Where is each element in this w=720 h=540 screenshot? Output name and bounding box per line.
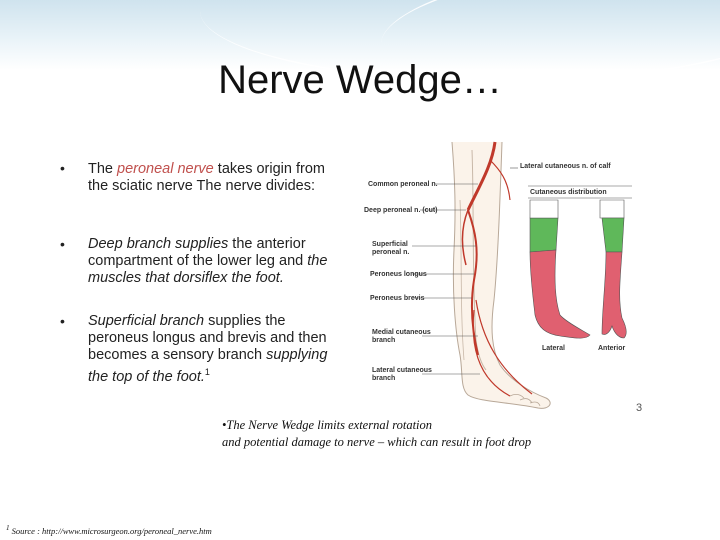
note-line-2: and potential damage to nerve – which can result in foot drop <box>222 435 532 449</box>
note-line-1: •The Nerve Wedge limits external rotation <box>222 418 433 432</box>
label-lateral-cutaneous-calf: Lateral cutaneous n. of calf <box>520 163 611 170</box>
label-common-peroneal: Common peroneal n. <box>368 181 438 188</box>
lateral-leg-distribution <box>530 200 590 338</box>
bullet-3-post: supplies the peroneus longus and brevis and then becomes a sensory branch <box>88 313 327 363</box>
bullet-3-emphasis-end: supplying the top of the foot. <box>88 347 328 385</box>
label-cutaneous-distribution: Cutaneous distribution <box>530 189 607 196</box>
footnote-ref: 1 <box>204 367 210 377</box>
bullet-marker: • <box>60 160 65 176</box>
bullet-text-1 <box>88 161 333 195</box>
label-superficial-peroneal-2: peroneal n. <box>372 249 410 256</box>
source-citation <box>6 524 212 536</box>
peroneal-nerve-illustration <box>360 140 635 415</box>
label-medial-cutaneous-1: Medial cutaneous <box>372 329 431 336</box>
label-peroneus-brevis: Peroneus brevis <box>370 295 425 302</box>
anterior-leg-distribution <box>600 200 626 338</box>
leg-diagram <box>360 140 635 415</box>
bullet-2-post: the anterior compartment of the lower leg and <box>88 236 308 269</box>
label-deep-peroneal: Deep peroneal n. (cut) <box>364 207 438 214</box>
label-lateral-cutaneous-2: branch <box>372 375 396 382</box>
label-lateral-cutaneous-1: Lateral cutaneous <box>372 367 432 374</box>
bullet-text-2 <box>88 236 333 287</box>
bullet-marker: • <box>60 236 65 252</box>
figure-corner-mark: 3 <box>636 402 643 414</box>
label-superficial-peroneal-1: Superficial <box>372 241 408 248</box>
bullet-1-post: takes origin from the sciatic nerve The nerve divides: <box>88 161 325 194</box>
source-footnote-number: 1 <box>6 524 10 532</box>
bullet-text-3 <box>88 313 333 386</box>
slide-title: Nerve Wedge… <box>218 58 502 102</box>
bullet-3-emphasis: Superficial branch <box>88 313 205 329</box>
nerve-wedge-note <box>222 417 602 451</box>
bullet-2-emphasis: Deep branch supplies <box>88 236 229 252</box>
label-lateral-view: Lateral <box>542 345 565 352</box>
source-text: Source : http://www.microsurgeon.org/peroneal_nerve.htm <box>9 525 212 536</box>
bullet-1-pre: The <box>88 161 118 177</box>
bullet-2-emphasis-end: the muscles that dorsiflex the foot. <box>88 253 328 286</box>
label-peroneus-longus: Peroneus longus <box>370 271 427 278</box>
label-medial-cutaneous-2: branch <box>372 337 396 344</box>
bullet-marker: • <box>60 313 65 329</box>
label-anterior-view: Anterior <box>598 345 626 352</box>
bullet-1-emphasis: peroneal nerve <box>117 161 214 177</box>
